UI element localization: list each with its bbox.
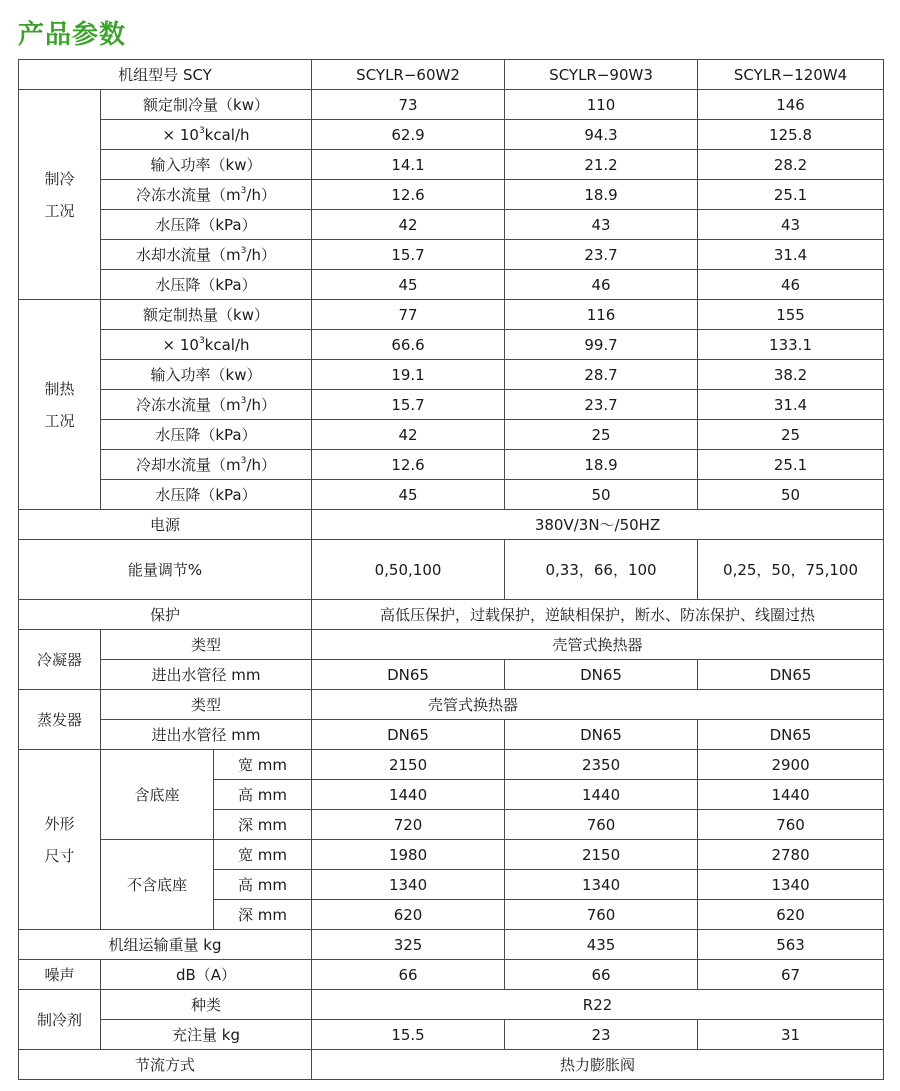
- table-cell: 2150: [505, 840, 698, 870]
- table-cell: 28.2: [698, 150, 884, 180]
- table-cell: DN65: [505, 720, 698, 750]
- table-row: [19, 390, 884, 420]
- table-cell: 28.7: [505, 360, 698, 390]
- table-cell: 2150: [312, 750, 505, 780]
- row-label: 水压降（kPa）: [101, 480, 312, 510]
- table-cell: 0,50,100: [312, 540, 505, 600]
- table-cell: 66.6: [312, 330, 505, 360]
- row-label: 类型: [101, 690, 312, 720]
- table-cell: 25: [698, 420, 884, 450]
- row-label: 电源: [19, 510, 312, 540]
- table-row: [19, 90, 884, 120]
- table-cell: 31.4: [698, 240, 884, 270]
- table-cell: 110: [505, 90, 698, 120]
- table-row: [19, 330, 884, 360]
- table-cell: 18.9: [505, 180, 698, 210]
- table-cell: 50: [698, 480, 884, 510]
- table-cell: 99.7: [505, 330, 698, 360]
- table-row: [19, 660, 884, 690]
- table-row: [19, 240, 884, 270]
- table-cell: 45: [312, 270, 505, 300]
- page-title: 产品参数: [18, 20, 127, 50]
- condenser-label: 冷凝器: [19, 630, 101, 690]
- table-cell: 23.7: [505, 240, 698, 270]
- table-row: [19, 960, 884, 990]
- table-row: [19, 480, 884, 510]
- noise-label: 噪声: [19, 960, 101, 990]
- table-cell: 563: [698, 930, 884, 960]
- table-cell: 2350: [505, 750, 698, 780]
- row-label: 进出水管径 mm: [101, 660, 312, 690]
- model-name: SCYLR−60W2: [312, 60, 505, 90]
- with-base-label: 含底座: [101, 750, 214, 840]
- table-cell: 760: [505, 810, 698, 840]
- table-cell: 1340: [505, 870, 698, 900]
- cooling-group-label: 制冷 工况: [19, 90, 101, 300]
- table-cell: 1440: [505, 780, 698, 810]
- row-label: 水压降（kPa）: [101, 420, 312, 450]
- row-label: 进出水管径 mm: [101, 720, 312, 750]
- table-cell: 38.2: [698, 360, 884, 390]
- table-cell: 0,33，66，100: [505, 540, 698, 600]
- without-base-label: 不含底座: [101, 840, 214, 930]
- table-row: [19, 300, 884, 330]
- model-label: 机组型号 SCY: [19, 60, 312, 90]
- table-cell: 1980: [312, 840, 505, 870]
- row-label: 类型: [101, 630, 312, 660]
- row-label: 输入功率（kw）: [101, 360, 312, 390]
- table-cell: 146: [698, 90, 884, 120]
- table-cell: 94.3: [505, 120, 698, 150]
- table-row: [19, 510, 884, 540]
- table-cell: 45: [312, 480, 505, 510]
- row-label: 充注量 kg: [101, 1020, 312, 1050]
- table-cell: 133.1: [698, 330, 884, 360]
- table-row: [19, 690, 884, 720]
- table-cell: 66: [505, 960, 698, 990]
- table-row: [19, 210, 884, 240]
- table-cell: 18.9: [505, 450, 698, 480]
- table-row: [19, 120, 884, 150]
- table-row: [19, 270, 884, 300]
- table-cell: 1340: [698, 870, 884, 900]
- table-cell: 25.1: [698, 450, 884, 480]
- row-label: 输入功率（kw）: [101, 150, 312, 180]
- row-label: 种类: [101, 990, 312, 1020]
- model-name: SCYLR−120W4: [698, 60, 884, 90]
- table-cell: DN65: [312, 660, 505, 690]
- heating-group-label: 制热 工况: [19, 300, 101, 510]
- table-cell: 1340: [312, 870, 505, 900]
- row-label: 高 mm: [214, 870, 312, 900]
- row-label: 冷冻水流量$(m^3/h)$: [101, 180, 312, 210]
- table-cell: DN65: [698, 660, 884, 690]
- table-cell: 62.9: [312, 120, 505, 150]
- row-label: 保护: [19, 600, 312, 630]
- table-cell: 31: [698, 1020, 884, 1050]
- table-row: [19, 600, 884, 630]
- table-cell: 25.1: [698, 180, 884, 210]
- table-row: [19, 720, 884, 750]
- table-row: [19, 840, 884, 870]
- table-cell: 25: [505, 420, 698, 450]
- refrigerant-label: 制冷剂: [19, 990, 101, 1050]
- table-cell: 19.1: [312, 360, 505, 390]
- table-cell: 壳管式换热器: [312, 690, 884, 720]
- row-label: 水压降（kPa）: [101, 270, 312, 300]
- table-cell: 23: [505, 1020, 698, 1050]
- row-label: × $10^3kcal/h$: [101, 330, 312, 360]
- row-label: 宽 mm: [214, 840, 312, 870]
- table-cell: 620: [312, 900, 505, 930]
- table-row: [19, 1050, 884, 1080]
- table-cell: 760: [505, 900, 698, 930]
- table-cell: 435: [505, 930, 698, 960]
- table-row: [19, 180, 884, 210]
- table-cell: 620: [698, 900, 884, 930]
- table-cell: 325: [312, 930, 505, 960]
- row-label: 额定制热量（kw）: [101, 300, 312, 330]
- table-cell: 67: [698, 960, 884, 990]
- row-label: 冷冻水流量$(m^3/h)$: [101, 390, 312, 420]
- table-cell: 66: [312, 960, 505, 990]
- row-label: 能量调节%: [19, 540, 312, 600]
- row-label: 宽 mm: [214, 750, 312, 780]
- row-label: 节流方式: [19, 1050, 312, 1080]
- table-cell: 31.4: [698, 390, 884, 420]
- row-label: 深 mm: [214, 810, 312, 840]
- table-row: [19, 540, 884, 600]
- table-cell: 15.7: [312, 240, 505, 270]
- table-cell: 50: [505, 480, 698, 510]
- table-cell: 43: [505, 210, 698, 240]
- table-row: [19, 360, 884, 390]
- table-cell: 热力膨胀阀: [312, 1050, 884, 1080]
- table-cell: 720: [312, 810, 505, 840]
- table-row: [19, 420, 884, 450]
- table-row: [19, 930, 884, 960]
- table-cell: 1440: [312, 780, 505, 810]
- table-cell: R22: [312, 990, 884, 1020]
- row-label: 水压降（kPa）: [101, 210, 312, 240]
- table-cell: 21.2: [505, 150, 698, 180]
- row-label: dB（A）: [101, 960, 312, 990]
- table-cell: 12.6: [312, 180, 505, 210]
- row-label: × $10^3kcal/h$: [101, 120, 312, 150]
- table-cell: DN65: [698, 720, 884, 750]
- table-cell: 155: [698, 300, 884, 330]
- table-cell: 116: [505, 300, 698, 330]
- table-cell: 2780: [698, 840, 884, 870]
- table-cell: 15.5: [312, 1020, 505, 1050]
- dimensions-label: 外形 尺寸: [19, 750, 101, 930]
- evaporator-label: 蒸发器: [19, 690, 101, 750]
- table-cell: 2900: [698, 750, 884, 780]
- row-label: 高 mm: [214, 780, 312, 810]
- table-cell: 73: [312, 90, 505, 120]
- table-cell: 380V/3N～/50HZ: [312, 510, 884, 540]
- row-label: 额定制冷量（kw）: [101, 90, 312, 120]
- table-cell: 23.7: [505, 390, 698, 420]
- table-cell: 760: [698, 810, 884, 840]
- table-cell: 125.8: [698, 120, 884, 150]
- row-label: 机组运输重量 kg: [19, 930, 312, 960]
- table-row: [19, 150, 884, 180]
- table-cell: 42: [312, 420, 505, 450]
- table-row: [19, 450, 884, 480]
- table-cell: 0,25，50，75,100: [698, 540, 884, 600]
- table-row: [19, 630, 884, 660]
- table-cell: 15.7: [312, 390, 505, 420]
- table-cell: DN65: [505, 660, 698, 690]
- table-row: [19, 1020, 884, 1050]
- table-cell: 1440: [698, 780, 884, 810]
- spec-table: [18, 59, 884, 1080]
- table-cell: 46: [698, 270, 884, 300]
- table-row: [19, 750, 884, 780]
- model-name: SCYLR−90W3: [505, 60, 698, 90]
- row-label: 冷却水流量$(m^3/h)$: [101, 450, 312, 480]
- table-cell: 46: [505, 270, 698, 300]
- table-cell: 43: [698, 210, 884, 240]
- table-cell: 12.6: [312, 450, 505, 480]
- table-cell: 壳管式换热器: [312, 630, 884, 660]
- table-cell: 14.1: [312, 150, 505, 180]
- row-label: 深 mm: [214, 900, 312, 930]
- table-row: [19, 990, 884, 1020]
- table-cell: DN65: [312, 720, 505, 750]
- header-row: [19, 60, 884, 90]
- row-label: 水却水流量$(m^3/h)$: [101, 240, 312, 270]
- table-cell: 77: [312, 300, 505, 330]
- table-cell: 高低压保护，过载保护，逆缺相保护，断水、防冻保护、线圈过热: [312, 600, 884, 630]
- table-cell: 42: [312, 210, 505, 240]
